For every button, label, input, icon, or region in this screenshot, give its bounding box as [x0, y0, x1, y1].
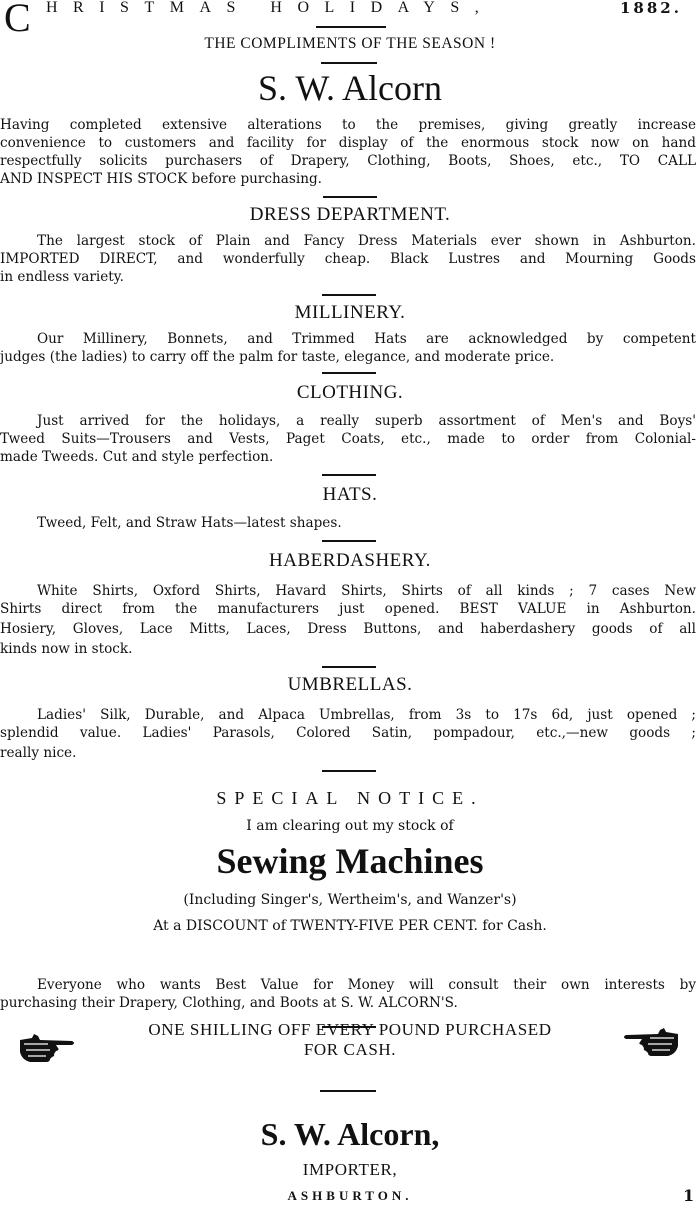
merchant-name: S. W. Alcorn: [257, 68, 443, 108]
intro-line: Having completed extensive alterations to the premises, giving greatly increase: [0, 117, 696, 133]
value-line: purchasing their Drapery, Clothing, and Boots at S. W. ALCORN'S.: [0, 995, 458, 1011]
section-rule: [322, 770, 376, 772]
section-heading-millinery: MILLINERY.: [294, 302, 406, 323]
intro-line: AND INSPECT HIS STOCK before purchasing.: [0, 171, 322, 187]
sewing-machines-title: Sewing Machines: [216, 841, 484, 881]
intro-line: convenience to customers and facility for display of the enormous stock now on hand: [0, 135, 696, 151]
banner-title: HRISTMAS HOLIDAYS,: [46, 0, 495, 16]
footer-town: ASHBURTON.: [287, 1188, 413, 1203]
section-rule: [322, 666, 376, 668]
special-notice-lead: I am clearing out my stock of: [246, 818, 454, 834]
section-line: made Tweeds. Cut and style perfection.: [0, 449, 274, 465]
section-rule: [320, 1090, 376, 1092]
compliments-rule: [321, 62, 377, 64]
section-line: IMPORTED DIRECT, and wonderfully cheap. Black Lustres and Mourning Goods: [0, 251, 696, 267]
section-line: Tweed, Felt, and Straw Hats—latest shapes.: [37, 515, 342, 531]
section-heading-umbrellas: UMBRELLAS.: [287, 674, 413, 695]
section-line: Just arrived for the holidays, a really superb assortment of Men's and Boys': [37, 413, 696, 429]
value-line: Everyone who wants Best Value for Money will consult their own interests by: [37, 977, 696, 993]
section-line: kinds now in stock.: [0, 641, 133, 657]
section-rule: [322, 372, 376, 374]
section-rule: [322, 474, 376, 476]
page-number: 1: [683, 1186, 695, 1205]
section-line: The largest stock of Plain and Fancy Dress Materials ever shown in Ashburton.: [37, 233, 696, 249]
banner-year: 1882.: [620, 0, 682, 17]
offer-line-2: FOR CASH.: [303, 1040, 397, 1059]
special-notice-heading: SPECIAL NOTICE.: [216, 788, 484, 808]
section-line: really nice.: [0, 745, 77, 761]
footer-name: S. W. Alcorn,: [260, 1116, 440, 1152]
banner-rule: [316, 26, 386, 28]
section-line: Shirts direct from the manufacturers just opened. BEST VALUE in Ashburton.: [0, 601, 696, 617]
brands-line: (Including Singer's, Wertheim's, and Wanzer's): [183, 892, 517, 908]
intro-line: respectfully solicits purchasers of Drapery, Clothing, Boots, Shoes, etc., TO CALL: [0, 153, 696, 169]
drop-cap: C: [4, 0, 31, 40]
discount-line: At a DISCOUNT of TWENTY-FIVE PER CENT. for Cash.: [153, 918, 547, 934]
section-line: White Shirts, Oxford Shirts, Havard Shirts, Shirts of all kinds ; 7 cases New: [37, 583, 696, 599]
offer-line-1: ONE SHILLING OFF EVERY POUND PURCHASED: [148, 1020, 552, 1039]
section-line: Tweed Suits—Trousers and Vests, Paget Coats, etc., made to order from Colonial-: [0, 431, 696, 447]
section-line: Our Millinery, Bonnets, and Trimmed Hats are acknowledged by competent: [37, 331, 696, 347]
section-heading-haberdashery: HABERDASHERY.: [269, 550, 431, 571]
footer-role: IMPORTER,: [302, 1160, 398, 1179]
compliments-line: THE COMPLIMENTS OF THE SEASON !: [204, 35, 496, 52]
section-rule: [323, 196, 377, 198]
section-line: Ladies' Silk, Durable, and Alpaca Umbrellas, from 3s to 17s 6d, just opened ;: [37, 707, 696, 723]
section-heading-hats: HATS.: [322, 484, 378, 505]
section-line: Hosiery, Gloves, Lace Mitts, Laces, Dress Buttons, and haberdashery goods of all: [0, 621, 696, 637]
pointing-hand-left-icon: [622, 1024, 680, 1058]
section-heading-dress: DRESS DEPARTMENT.: [249, 204, 451, 225]
section-rule: [322, 540, 376, 542]
section-line: splendid value. Ladies' Parasols, Colored Satin, pompadour, etc.,—new goods ;: [0, 725, 696, 741]
section-rule: [322, 294, 376, 296]
section-heading-clothing: CLOTHING.: [296, 382, 404, 403]
section-line: in endless variety.: [0, 269, 124, 285]
section-line: judges (the ladies) to carry off the palm for taste, elegance, and moderate price.: [0, 349, 555, 365]
